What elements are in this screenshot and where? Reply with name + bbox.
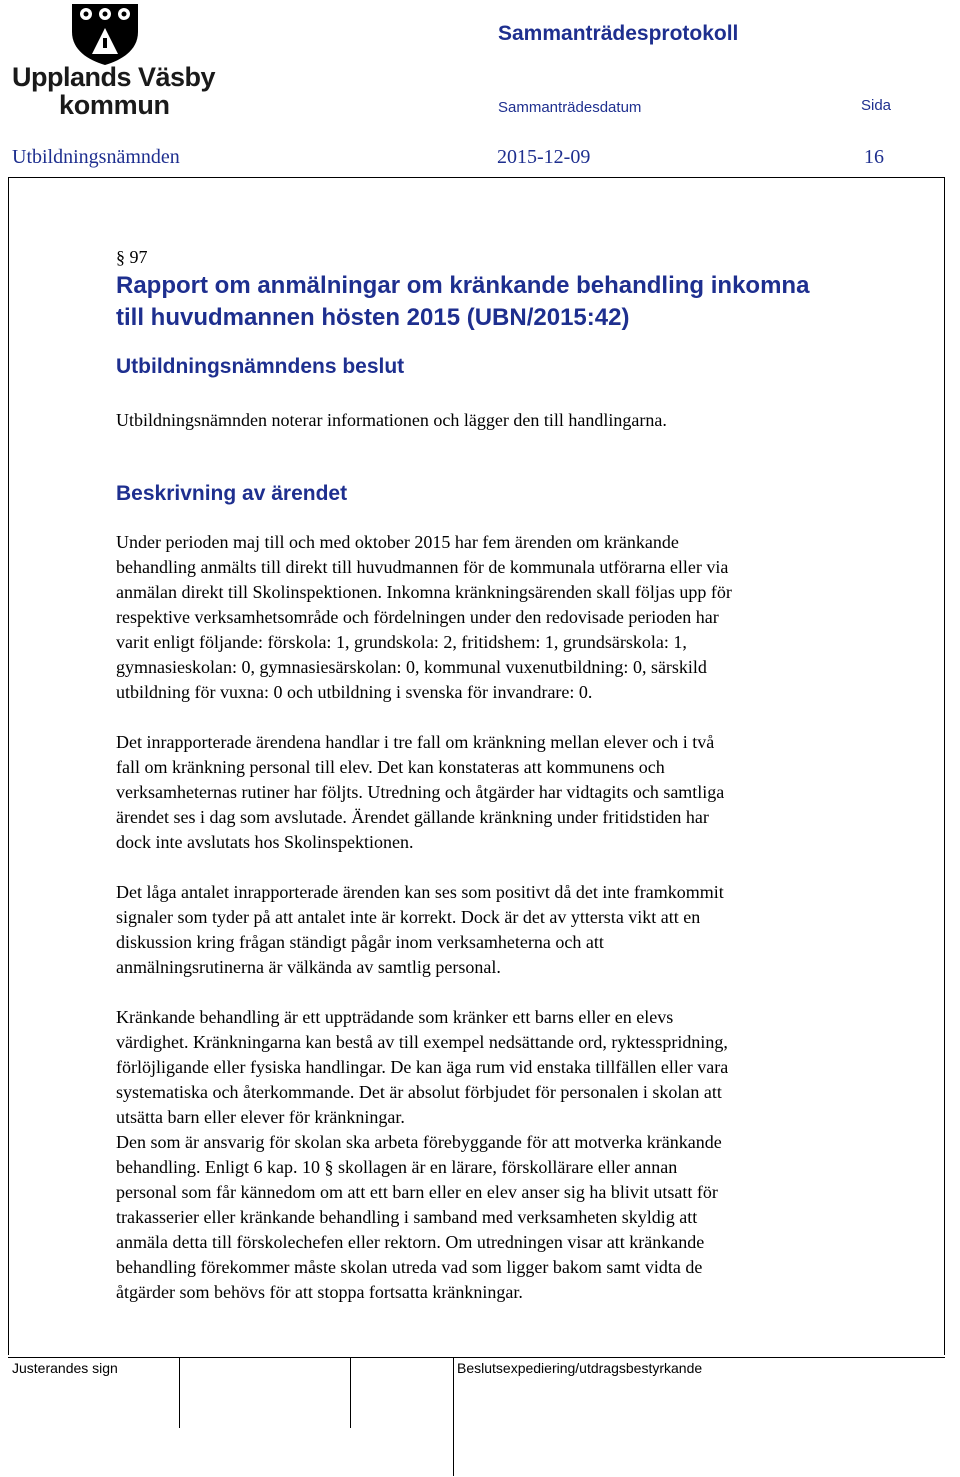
description-heading: Beskrivning av ärendet [116,482,348,505]
section-number: § 97 [116,247,148,267]
document-title: Sammanträdesprotokoll [498,22,739,45]
paragraph: Kränkande behandling är ett uppträdande som kränker ett barns eller en elevs värdighet. Kränkningarna kan bestå av till exempel nedsättande ord, ryktesspridning, förlöjligande eller fysiska handlingar. De kan äga rum vid enstaka tillfällen eller vara systematiska och återkommande. Det är absolut förbjudet för personalen i skolan att utsätta barn eller elever för kränkningar. [116,1007,729,1127]
coat-of-arms-icon [70,2,140,66]
signature-divider [350,1358,351,1428]
section-title-line1: Rapport om anmälningar om kränkande behandling inkomna [116,272,810,299]
municipality-logo [12,2,216,120]
logo-name: Upplands Väsby [12,62,216,92]
page-label: Sida [861,97,892,114]
certification-label: Beslutsexpediering/utdragsbestyrkande [457,1360,703,1376]
paragraph: Det inrapporterade ärendena handlar i tre fall om kränkning mellan elever och i två fall om kränkning personal till elev. Det kan konstateras att kommunens och verksamheternas rutiner har följts. Utredning och åtgärder har vidtagits och samtliga ärendet ses i dag som avslutade. Ärendet gällande kränkning under fritidstiden har dock inte avslutats hos Skolinspektionen. [116,732,725,852]
adjuster-sign-label: Justerandes sign [12,1360,118,1376]
page-number: 16 [864,146,884,168]
paragraph: Den som är ansvarig för skolan ska arbeta förebyggande för att motverka kränkande behandling. Enligt 6 kap. 10 § skollagen är en lärare, förskollärare eller annan personal som får kännedom om att ett barn eller en elev anser sig ha blivit utsatt för trakasserier eller kränkande behandling i samband med verksamheten skyldig att anmäla detta till förskolechefen eller rektorn. Om utredningen visar att kränkande behandling förekommer måste skolan utreda vad som ligger bakom samt vidta de åtgärder som behövs för att stoppa fortsatta kränkningar. [116,1132,722,1302]
committee-name: Utbildningsnämnden [12,146,180,168]
section-title-line2: till huvudmannen hösten 2015 (UBN/2015:42) [116,304,630,331]
signature-footer [8,1357,945,1477]
decision-heading: Utbildningsnämndens beslut [116,355,405,378]
paragraph: Det låga antalet inrapporterade ärenden kan ses som positivt då det inte framkommit signaler som tyder på att antalet inte är korrekt. Dock är det av yttersta vikt att en diskussion kring frågan ständigt pågår inom verksamheterna och att anmälningsrutinerna är välkända av samtlig personal. [116,882,724,977]
paragraph: Under perioden maj till och med oktober 2015 har fem ärenden om kränkande behandling anmälts till direkt till huvudmannen för de kommunala utförarna eller via anmälan direkt till Skolinspektionen. Inkomna kränkningsärenden skall följas upp för respektive verksamhetsområde och fördelningen under den redovisade perioden har varit enligt följande: förskola: 1, grundskola: 2, fritidshem: 1, grundsärskola: 1, gymnasieskolan: 0, gymnasiesärskolan: 0, kommunal vuxenutbildning: 0, särskild utbildning för vuxna: 0 och utbildning i svenska för invandrare: 0. [116,532,732,702]
description-body [116,530,906,1305]
decision-text: Utbildningsnämnden noterar informationen och lägger den till handlingarna. [116,410,667,430]
signature-divider [179,1358,180,1428]
meeting-date: 2015-12-09 [497,146,591,168]
logo-kommun: kommun [59,90,170,120]
footer-divider [453,1358,454,1476]
section-title [116,270,809,334]
meeting-date-label: Sammanträdesdatum [498,99,642,116]
